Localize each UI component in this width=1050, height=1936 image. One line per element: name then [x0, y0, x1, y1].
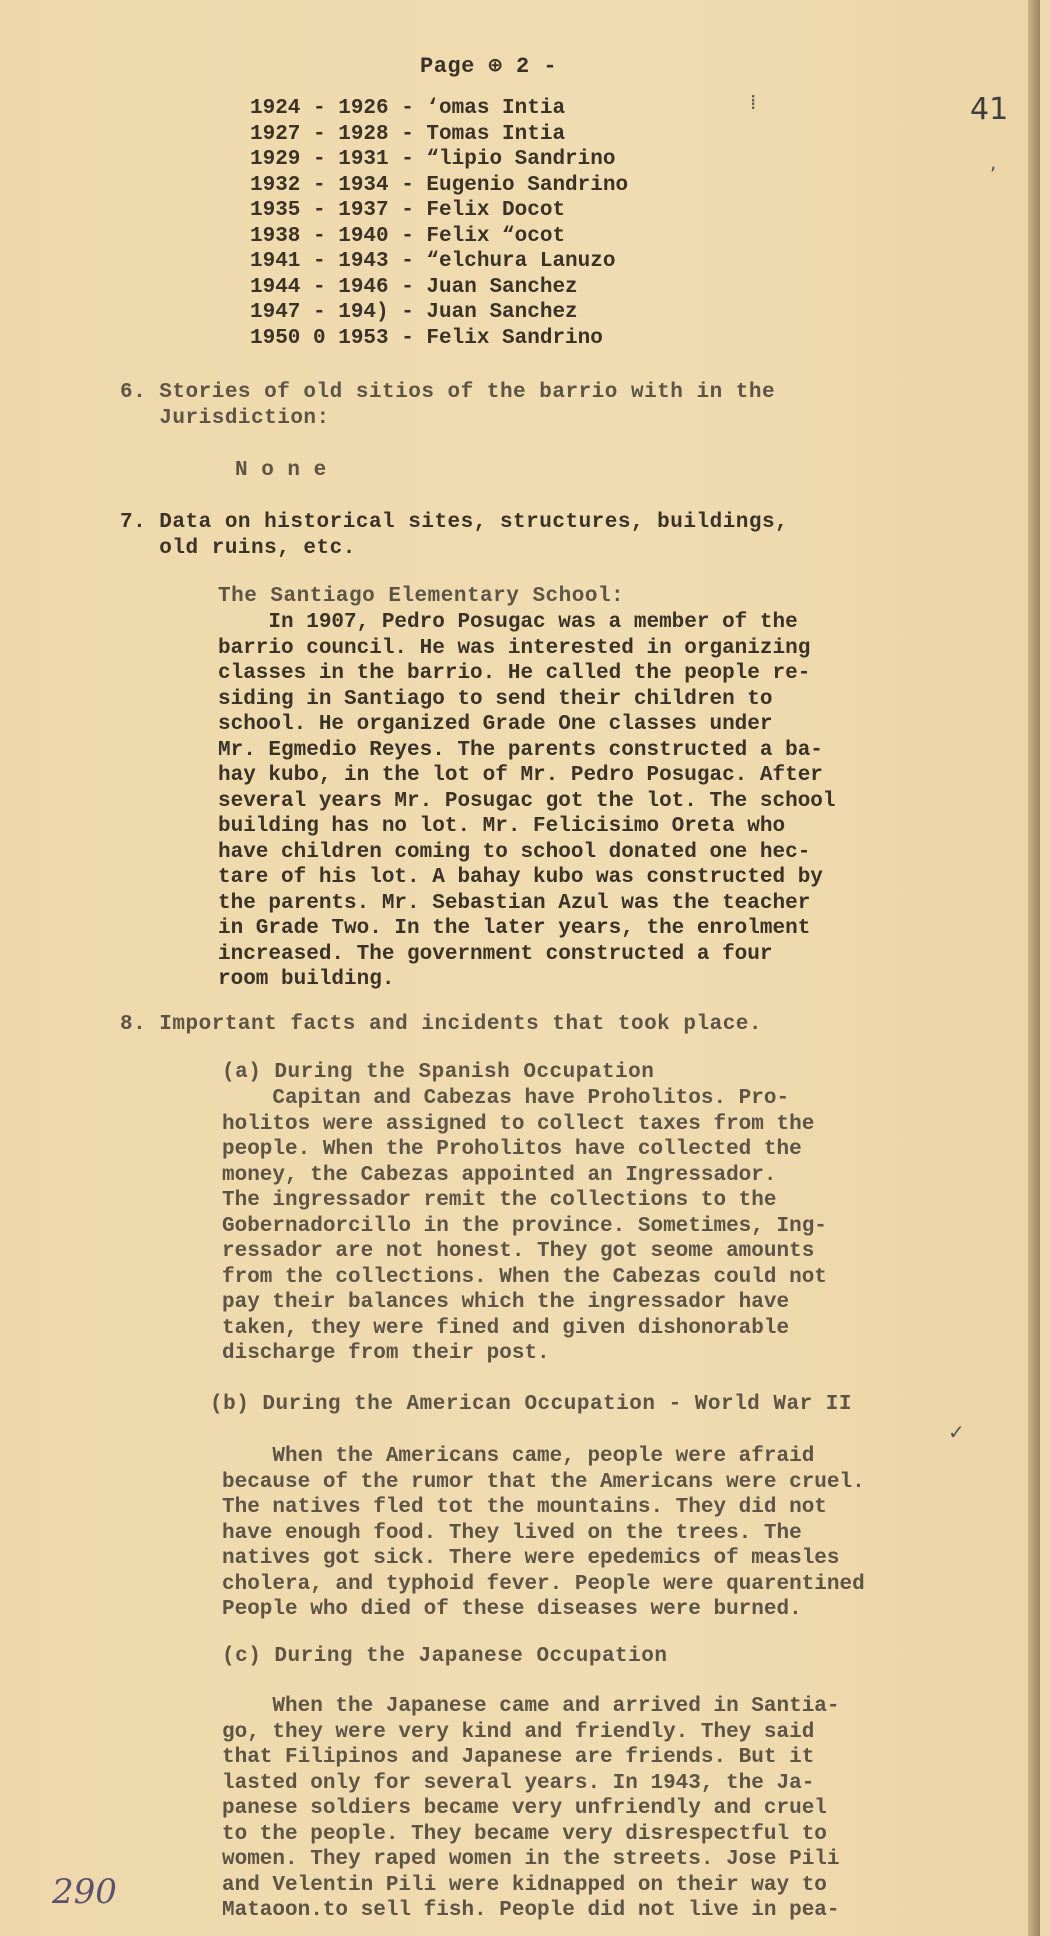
text-line: The ingressador remit the collections to the — [222, 1189, 777, 1212]
text-line: Mr. Egmedio Reyes. The parents constructed a ba- — [218, 738, 823, 762]
text-line: ressador are not honest. They got seome amounts — [222, 1240, 815, 1263]
text-line: The natives fled tot the mountains. They did not — [222, 1496, 827, 1519]
list-item: 1947 - 194) - Juan Sanchez — [250, 301, 578, 324]
text-line: In 1907, Pedro Posugac was a member of the — [218, 611, 798, 634]
section8b-heading: (b) During the American Occupation - World War II — [210, 1393, 853, 1416]
list-item: 1938 - 1940 - Felix “ocot — [250, 224, 566, 248]
section8c-heading: (c) During the Japanese Occupation — [222, 1645, 668, 1668]
officials-list — [250, 96, 628, 351]
text-line: room building. — [218, 968, 395, 991]
section8-heading: 8. Important facts and incidents that took place. — [120, 1013, 763, 1036]
section8a-body — [222, 1086, 962, 1367]
text-line: Capitan and Cabezas have Proholitos. Pro- — [222, 1087, 790, 1110]
text-line: from the collections. When the Cabezas could not — [222, 1265, 827, 1289]
section6-answer: N o n e — [235, 459, 327, 482]
section6-heading-line1: 6. Stories of old sitios of the barrio with in the — [120, 381, 776, 404]
text-line: go, they were very kind and friendly. They said — [222, 1720, 815, 1744]
text-line: building has no lot. Mr. Felicisimo Oreta who — [218, 815, 786, 838]
text-line: that Filipinos and Japanese are friends. But it — [222, 1746, 815, 1769]
text-line: and Velentin Pili were kidnapped on their way to — [222, 1873, 827, 1897]
list-item: 1924 - 1926 - ‘omas Intia — [250, 97, 566, 120]
text-line: siding in Santiago to send their children to — [218, 687, 773, 711]
text-line: to the people. They became very disrespectful to — [222, 1822, 827, 1846]
text-line: people. When the Proholitos have collected the — [222, 1138, 802, 1161]
list-item: 1927 - 1928 - Tomas Intia — [250, 122, 566, 146]
text-line: panese soldiers became very unfriendly and cruel — [222, 1797, 827, 1820]
text-line: holitos were assigned to collect taxes from the — [222, 1112, 815, 1136]
section7-subheading: The Santiago Elementary School: — [218, 585, 625, 608]
list-item: 1929 - 1931 - “lipio Sandrino — [250, 148, 616, 171]
list-item: 1935 - 1937 - Felix Docot — [250, 199, 566, 222]
text-line: cholera, and typhoid fever. People were quarentined — [222, 1572, 865, 1596]
margin-mark: , — [990, 150, 997, 174]
section8b-body — [222, 1444, 962, 1623]
text-line: classes in the barrio. He called the people re- — [218, 662, 811, 685]
text-line: because of the rumor that the Americans were cruel. — [222, 1470, 865, 1494]
text-line: taken, they were fined and given dishonorable — [222, 1316, 790, 1340]
text-line: When the Americans came, people were afraid — [222, 1445, 815, 1468]
section7-body — [218, 610, 958, 993]
text-line: have enough food. They lived on the trees. The — [222, 1521, 802, 1545]
list-item: 1950 0 1953 - Felix Sandrino — [250, 326, 603, 350]
section7-heading-line1: 7. Data on historical sites, structures, buildings, — [120, 511, 789, 534]
section8c-body — [222, 1694, 962, 1924]
handwritten-page-stamp: 290 — [52, 1872, 117, 1912]
text-line: hay kubo, in the lot of Mr. Pedro Posugac. After — [218, 764, 823, 787]
text-line: Mataoon.to sell fish. People did not live in pea- — [222, 1899, 840, 1922]
page-number: 41 — [970, 92, 1009, 127]
text-line: lasted only for several years. In 1943, the Ja- — [222, 1771, 815, 1795]
check-mark: ✓ — [948, 1420, 965, 1444]
text-line: tare of his lot. A bahay kubo was constructed by — [218, 866, 823, 889]
text-line: barrio council. He was interested in organizing — [218, 636, 811, 660]
text-line: the parents. Mr. Sebastian Azul was the teacher — [218, 891, 811, 915]
text-line: Gobernadorcillo in the province. Sometimes, Ing- — [222, 1214, 827, 1238]
text-line: in Grade Two. In the later years, the enrolment — [218, 917, 811, 940]
page-header: Page ⊕ 2 - — [420, 54, 558, 79]
margin-mark: ⁞ — [750, 90, 757, 114]
list-item: 1944 - 1946 - Juan Sanchez — [250, 275, 578, 299]
text-line: pay their balances which the ingressador have — [222, 1291, 790, 1314]
text-line: When the Japanese came and arrived in Santia- — [222, 1695, 840, 1718]
text-line: natives got sick. There were epedemics of measles — [222, 1547, 840, 1570]
text-line: school. He organized Grade One classes under — [218, 713, 773, 736]
page-edge — [1028, 0, 1040, 1936]
section8a-heading: (a) During the Spanish Occupation — [222, 1061, 655, 1084]
section6-heading-line2: Jurisdiction: — [120, 407, 330, 430]
text-line: discharge from their post. — [222, 1342, 550, 1365]
text-line: People who died of these diseases were burned. — [222, 1598, 802, 1621]
text-line: several years Mr. Posugac got the lot. The school — [218, 789, 836, 813]
section7-heading-line2: old ruins, etc. — [120, 537, 356, 560]
list-item: 1941 - 1943 - “elchura Lanuzo — [250, 250, 616, 273]
text-line: women. They raped women in the streets. Jose Pili — [222, 1848, 840, 1871]
text-line: have children coming to school donated one hec- — [218, 840, 811, 864]
text-line: money, the Cabezas appointed an Ingressador. — [222, 1163, 777, 1187]
text-line: increased. The government constructed a four — [218, 942, 773, 966]
list-item: 1932 - 1934 - Eugenio Sandrino — [250, 173, 629, 197]
